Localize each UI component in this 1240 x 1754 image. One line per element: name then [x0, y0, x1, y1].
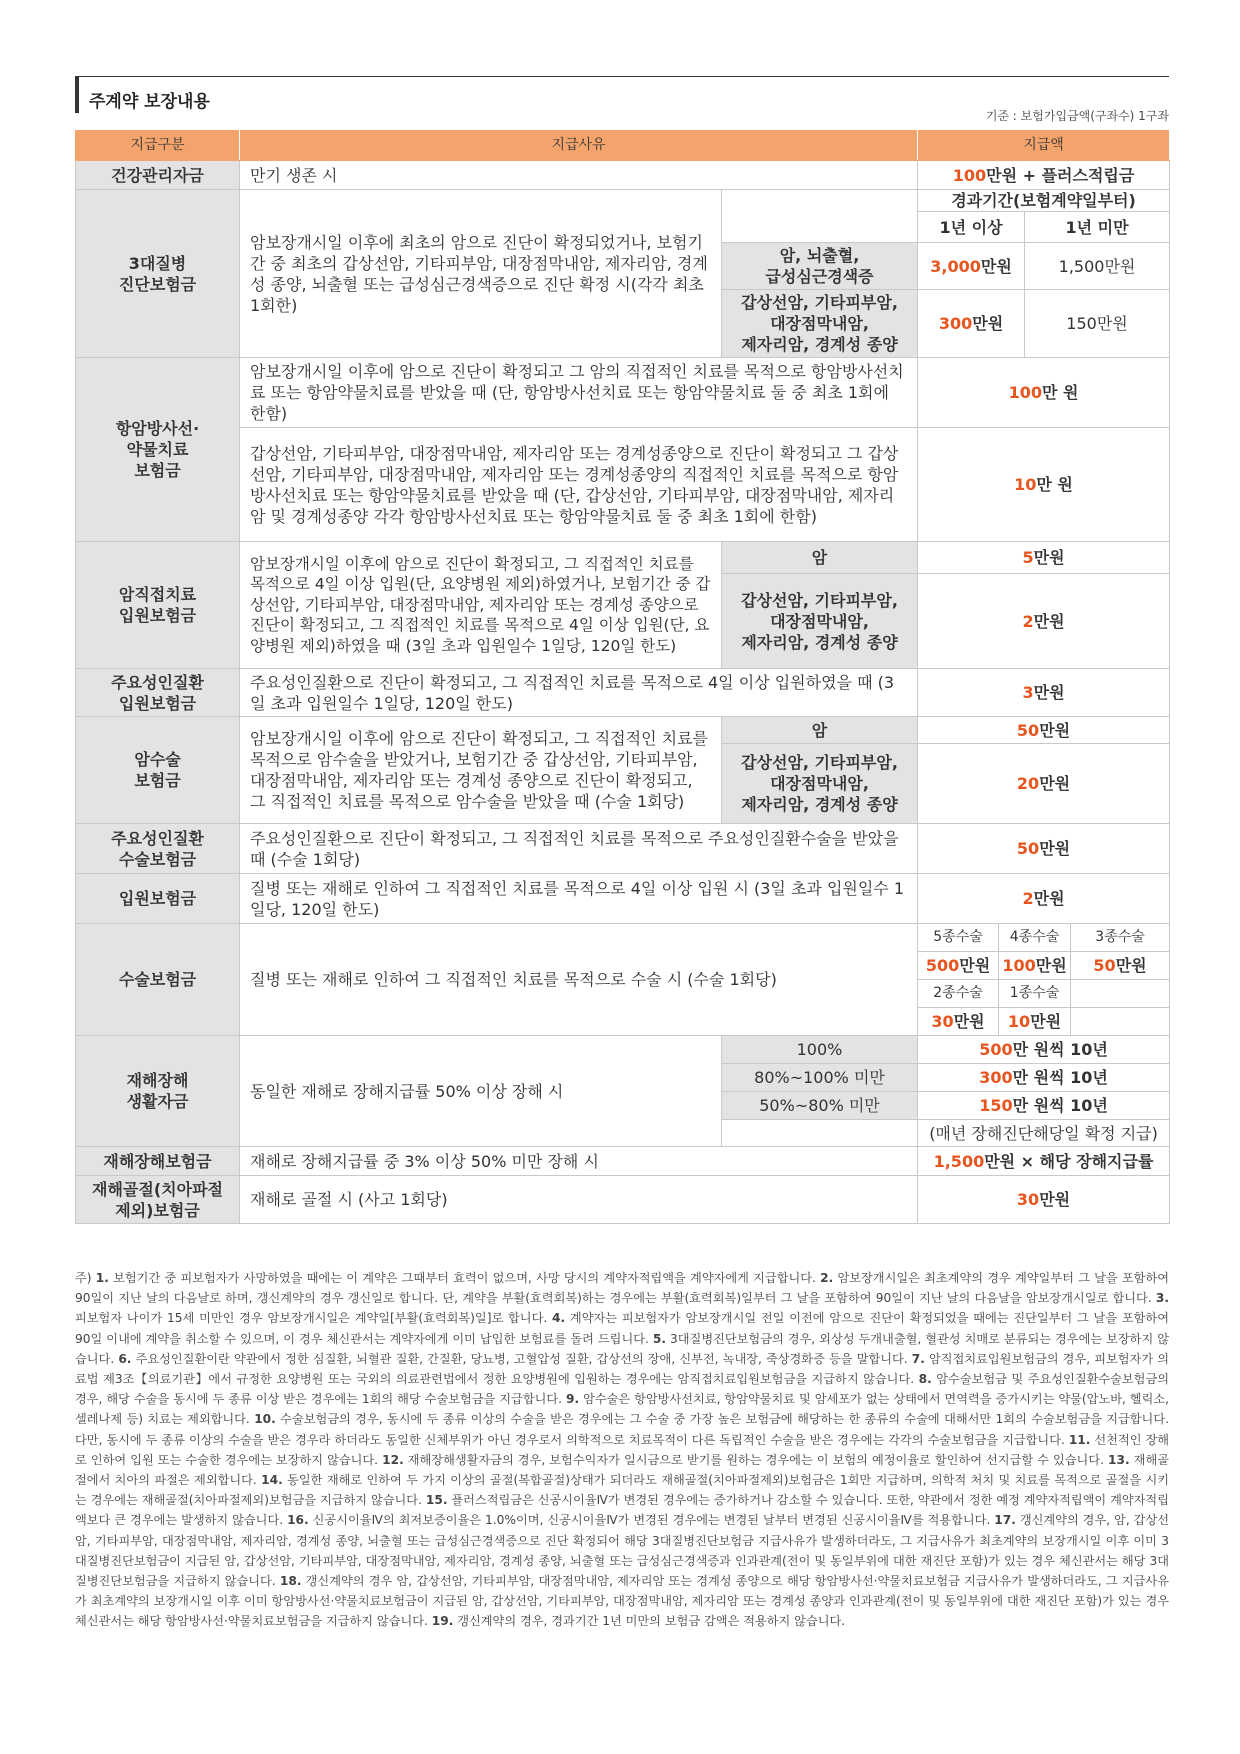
category-cell: 주요성인질환 수술보험금 — [76, 824, 240, 874]
amount-cell — [918, 358, 1170, 428]
amount-cell — [918, 952, 999, 980]
footnote-number: 12. — [382, 1452, 404, 1467]
footnote-text: 갱신계약의 경우, 경과기간 1년 미만의 보험금 감액은 적용하지 않습니다. — [453, 1614, 846, 1629]
amount-number: 30 — [1016, 1190, 1040, 1209]
footnote-number: 16. — [287, 1513, 309, 1528]
reason-cell: 재해로 장해지급률 중 3% 이상 50% 미만 장해 시 — [240, 1147, 918, 1176]
title-accent-bar — [75, 77, 79, 113]
table-row — [76, 717, 1170, 744]
footnote-number: 10. — [254, 1412, 276, 1427]
reason-cell: 암보장개시일 이후에 최초의 암으로 진단이 확정되었거나, 보험기간 중 최초의 갑상선암, 기타피부암, 대장점막내암, 제자리암, 경계성 종양, 뇌출혈 또는 급성심근경색증으로 진단 확정 시(각각 최초 1회한) — [240, 190, 722, 358]
footnote-number: 15. — [425, 1493, 448, 1508]
amount-unit: 만원 — [1039, 839, 1071, 858]
amount-cell — [918, 874, 1170, 924]
footnote-text: 신공시이율Ⅳ의 최저보증이율은 1.0%이며, 신공시이율Ⅳ가 변경된 경우에는 변경된 날부터 변경된 신공시이율Ⅳ를 적용합니다. — [308, 1513, 995, 1528]
amount-number: 5 — [1022, 548, 1034, 567]
amount-unit: 만원 — [1033, 889, 1065, 908]
header-category: 지급구분 — [76, 131, 240, 161]
sub-category-cell: 갑상선암, 기타피부암, 대장점막내암, 제자리암, 경계성 종양 — [722, 290, 918, 358]
blank-cell — [722, 1120, 918, 1147]
category-cell: 3대질병 진단보험금 — [76, 190, 240, 358]
footnote-text: 보험기간 중 피보험자가 사망하였을 때에는 이 계약은 그때부터 효력이 없으며, 사망 당시의 계약자적립액을 계약자에게 지급합니다. — [108, 1271, 821, 1285]
table-row — [76, 358, 1170, 428]
amount-number: 50 — [1016, 839, 1040, 858]
surgery-type-5: 5종수술 — [918, 924, 999, 952]
reason-cell: 질병 또는 재해로 인하여 그 직접적인 치료를 목적으로 4일 이상 입원 시 (3일 초과 입원일수 1일당, 120일 한도) — [240, 874, 918, 924]
amount-unit: 만원 — [1039, 1190, 1071, 1209]
amount-cell — [918, 290, 1025, 358]
amount-cell: 150만원 — [1025, 290, 1170, 358]
reason-cell: 주요성인질환으로 진단이 확정되고, 그 직접적인 치료를 목적으로 4일 이상 입원하였을 때 (3일 초과 입원일수 1일당, 120일 한도) — [240, 669, 918, 717]
surgery-type-4: 4종수술 — [999, 924, 1071, 952]
footnotes — [75, 1268, 1169, 1632]
surgery-type-2: 2종수술 — [918, 980, 999, 1008]
table-row — [76, 542, 1170, 574]
basis-note: 기준 : 보험가입금액(구좌수) 1구좌 — [985, 109, 1169, 123]
footnote-text: 재해골절에서 치아의 파절은 제외합니다. — [75, 1452, 1169, 1488]
footnote-text: 갱신계약의 경우, 암, 갑상선암, 기타피부암, 대장점막내암, 제자리암, 경계성 종양, 뇌출혈 또는 급성심근경색증으로 진단 확정되어 해당 3대질병진단보험금 지급사유가 발생하더라도, 그 지급사유가 최초계약의 보장개시일 이후 이미 3대질병진단보험금이 지급된 암, 갑상선암, 기타피부암, 대장점막내암, 제자리암, 경계성 종양, 뇌출혈 또는 급성심근경색증과 인과관계(전이 및 동일부위에 대한 재진단 포함)가 있는 경우 체신관서는 해당 3대질병진단보험금을 지급하지 않습니다. — [75, 1513, 1169, 1589]
coverage-table — [75, 130, 1170, 1224]
amount-cell — [918, 574, 1170, 669]
footnote-number: 8. — [918, 1372, 932, 1387]
table-row — [76, 824, 1170, 874]
category-cell: 재해장해보험금 — [76, 1147, 240, 1176]
reason-cell: 동일한 재해로 장해지급률 50% 이상 장해 시 — [240, 1036, 722, 1147]
footnote-text: 암수술은 항암방사선치료, 항암약물치료 및 암세포가 없는 상태에서 면역력을 증가시키는 약물(압노바, 헬릭소, 셀레나제 등) 치료는 제외합니다. — [75, 1392, 1170, 1427]
footnote-text: 재해장해생활자금의 경우, 보험수익자가 일시금으로 받기를 원하는 경우에는 이 보험의 예정이율로 할인하여 선지급할 수 있습니다. — [403, 1452, 1109, 1467]
table-row — [76, 1147, 1170, 1176]
amount-number: 300 — [979, 1068, 1013, 1087]
amount-number: 2 — [1022, 889, 1034, 908]
reason-cell: 주요성인질환으로 진단이 확정되고, 그 직접적인 치료를 목적으로 주요성인질환수술을 받았을 때 (수술 1회당) — [240, 824, 918, 874]
category-cell: 암직접치료 입원보험금 — [76, 542, 240, 669]
reason-cell: 암보장개시일 이후에 암으로 진단이 확정되고 그 암의 직접적인 치료를 목적으로 항암방사선치료 또는 항암약물치료를 받았을 때 (단, 항암방사선치료 또는 항암약물치료 둘 중 최초 1회에 한함) — [240, 358, 918, 428]
sub-category-cell: 갑상선암, 기타피부암, 대장점막내암, 제자리암, 경계성 종양 — [722, 574, 918, 669]
amount-number: 30 — [931, 1012, 954, 1031]
header-reason: 지급사유 — [240, 131, 918, 161]
amount-cell — [918, 1008, 999, 1036]
amount-unit: 만원 — [972, 314, 1004, 333]
amount-number: 100 — [952, 165, 987, 185]
amount-unit: 만 원씩 10년 — [1012, 1096, 1108, 1115]
blank-cell — [722, 190, 918, 243]
amount-cell — [999, 952, 1071, 980]
footnote-number: 6. — [118, 1351, 132, 1366]
footnote-text: 3대질병진단보험금의 경우, 외상성 두개내출혈, 혈관성 치매로 분류되는 경우에는 보장하지 않습니다. — [75, 1331, 1169, 1366]
amount-unit: 만원 — [1033, 611, 1065, 631]
category-cell: 입원보험금 — [76, 874, 240, 924]
footnote-text: 주요성인질환이란 약관에서 정한 심질환, 뇌혈관 질환, 간질환, 당뇨병, 고혈압성 질환, 갑상선의 장애, 신부전, 녹내장, 죽상경화증 등을 말합니다. — [131, 1351, 912, 1366]
footnote-number: 18. — [279, 1574, 302, 1589]
footnote-number: 5. — [652, 1331, 667, 1346]
amount-number: 10 — [1014, 475, 1037, 494]
table-row — [76, 1176, 1170, 1224]
section-title: 주계약 보장내용 — [89, 92, 210, 112]
amount-number: 150 — [979, 1096, 1013, 1115]
reason-cell: 암보장개시일 이후에 암으로 진단이 확정되고, 그 직접적인 치료를 목적으로 암수술을 받았거나, 보험기간 중 갑상선암, 기타피부암, 대장점막내암, 제자리암 또는 경계성 종양으로 진단이 확정되고, 그 직접적인 치료를 목적으로 암수술을 받았을 때 (수술 1회당) — [240, 717, 722, 824]
amount-number: 3,000 — [930, 256, 981, 276]
amount-number: 20 — [1016, 774, 1040, 793]
amount-number: 500 — [925, 956, 960, 975]
reason-cell: 만기 생존 시 — [240, 161, 918, 190]
footnote-text: 플러스적립금은 신공시이율Ⅳ가 변경된 경우에는 증가하거나 감소할 수 있습니다. 또한, 약관에서 정한 예정 계약자적립액이 계약자적립액보다 큰 경우에는 발생하지 않습니다. — [75, 1493, 1169, 1528]
amount-unit: 만 원씩 10년 — [1012, 1068, 1108, 1087]
amount-cell: 1,500만원 — [1025, 243, 1170, 290]
blank-cell — [1071, 980, 1170, 1008]
amount-cell — [1071, 952, 1170, 980]
reason-cell: 재해로 골절 시 (사고 1회당) — [240, 1176, 918, 1224]
amount-cell — [918, 1147, 1170, 1176]
footnote-number: 2. — [820, 1271, 834, 1285]
amount-cell — [918, 744, 1170, 824]
table-row — [76, 1036, 1170, 1064]
sub-category-cell: 암 — [722, 542, 918, 574]
amount-cell — [918, 824, 1170, 874]
amount-number: 50 — [1016, 720, 1040, 740]
amount-number: 10 — [1007, 1012, 1031, 1031]
reason-cell: 질병 또는 재해로 인하여 그 직접적인 치료를 목적으로 수술 시 (수술 1회당) — [240, 924, 918, 1036]
amount-cell — [918, 1176, 1170, 1224]
table-row — [76, 190, 1170, 212]
footnote-number: 17. — [994, 1513, 1016, 1528]
category-cell: 건강관리자금 — [76, 161, 240, 190]
amount-unit: 만원 — [1033, 683, 1065, 702]
amount-number: 300 — [938, 314, 973, 333]
amount-cell — [999, 1008, 1071, 1036]
amount-unit: 만원 — [959, 956, 991, 975]
amount-unit: 만원 — [1030, 1012, 1062, 1031]
table-row — [76, 874, 1170, 924]
amount-unit: 만원 — [1039, 720, 1071, 740]
amount-cell — [918, 161, 1170, 190]
footnote-number: 4. — [552, 1311, 566, 1326]
amount-number: 50 — [1093, 956, 1116, 975]
blank-cell — [1071, 1008, 1170, 1036]
amount-cell — [918, 428, 1170, 542]
surgery-type-1: 1종수술 — [999, 980, 1071, 1008]
table-row — [76, 669, 1170, 717]
amount-unit: 만원 — [953, 1012, 985, 1031]
amount-unit: 만 원씩 10년 — [1012, 1040, 1108, 1059]
amount-cell — [918, 669, 1170, 717]
footnote-number: 7. — [911, 1351, 925, 1366]
amount-unit: 만원 — [1033, 548, 1065, 567]
amount-number: 100 — [1008, 383, 1042, 402]
amount-number: 100 — [1002, 956, 1036, 975]
table-row — [76, 428, 1170, 542]
header-amount: 지급액 — [918, 131, 1170, 161]
sub-category-cell: 암 — [722, 717, 918, 744]
amount-number: 1,500 — [933, 1151, 985, 1171]
footnote-number: 13. — [1108, 1452, 1130, 1467]
footnote-text: 계약자는 피보험자가 암보장개시일 전일 이전에 암으로 진단이 확정되었을 때에는 진단일부터 그 날을 포함하여 90일 이내에 계약을 취소할 수 있으며, 이 경우 체신관서는 계약자에게 이미 납입한 보험료를 돌려 드립니다. — [75, 1311, 1169, 1346]
rate-cell: 50%~80% 미만 — [722, 1092, 918, 1120]
category-cell: 재해장해 생활자금 — [76, 1036, 240, 1147]
category-cell: 암수술 보험금 — [76, 717, 240, 824]
footnote-text: 선천적인 장해로 인하여 입원 또는 수술한 경우에는 보장하지 않습니다. — [75, 1432, 1170, 1467]
footnote-number: 1. — [95, 1271, 109, 1285]
footnote-text: 피보험자 나이가 15세 미만인 경우 암보장개시일은 계약일[부활(효력회복)일]로 합니다. — [75, 1311, 553, 1326]
elapsed-label: 경과기간(보험계약일부터) — [918, 190, 1170, 212]
footnote-number: 9. — [566, 1392, 580, 1407]
amount-cell — [918, 542, 1170, 574]
rate-cell: 100% — [722, 1036, 918, 1064]
footnote-number: 19. — [431, 1614, 454, 1629]
footnote-text: 암직접치료입원보험금의 경우, 피보험자가 의료법 제3조【의료기관】에서 규정한 요양병원 또는 국외의 의료관련법에서 정한 요양병원에 입원하는 경우에는 암직접치료입원보험금을 지급하지 않습니다. — [75, 1351, 1169, 1387]
footnote-text: 암수술보험금 및 주요성인질환수술보험금의 경우, 해당 수술을 동시에 두 종류 이상 받은 경우에는 1회의 해당 수술보험금을 지급합니다. — [75, 1372, 1170, 1407]
surgery-type-3: 3종수술 — [1071, 924, 1170, 952]
table-row — [76, 924, 1170, 952]
amount-unit: 만원 — [1115, 956, 1147, 975]
reason-cell: 암보장개시일 이후에 암으로 진단이 확정되고, 그 직접적인 치료를 목적으로 4일 이상 입원(단, 요양병원 제외)하였거나, 보험기간 중 갑상선암, 기타피부암, 대장점막내암, 제자리암 또는 경계성 종양으로 진단이 확정되고, 그 직접적인 치료를 목적으로 4일 이상 입원(단, 요양병원 제외)하였을 때 (3일 초과 입원일수 1일당, 120일 한도) — [240, 542, 722, 669]
amount-unit: 만원 — [1035, 956, 1067, 975]
sub-category-cell: 갑상선암, 기타피부암, 대장점막내암, 제자리암, 경계성 종양 — [722, 744, 918, 824]
amount-unit: 만원 — [1039, 774, 1071, 793]
category-cell: 수술보험금 — [76, 924, 240, 1036]
amount-unit: 만원 — [980, 256, 1012, 276]
rate-cell: 80%~100% 미만 — [722, 1064, 918, 1092]
amount-unit: 만원 × 해당 장해지급률 — [984, 1151, 1154, 1171]
amount-number: 3 — [1022, 683, 1034, 702]
amount-unit: 만 원 — [1036, 475, 1073, 494]
col-over-1y: 1년 이상 — [918, 212, 1025, 243]
amount-cell — [918, 717, 1170, 744]
footnote-number: 14. — [261, 1473, 283, 1488]
footnote-text: 수술보험금의 경우, 동시에 두 종류 이상의 수술을 받은 경우에는 그 수술 중 가장 높은 보험금에 해당하는 한 종류의 수술에 대해서만 1회의 수술보험금을 지급합니다. 다만, 동시에 두 종류 이상의 수술을 받은 경우라 하더라도 동일한 신체부위가 아닌 경우로서 의학적으로 치료목적이 다른 독립적인 수술을 받은 경우에는 각각의 수술보험금을 지급합니다. — [75, 1412, 1169, 1447]
category-cell: 주요성인질환 입원보험금 — [76, 669, 240, 717]
category-cell: 재해골절(치아파절 제외)보험금 — [76, 1176, 240, 1224]
footnote-text: 암보장개시일은 최초계약의 경우 계약일부터 그 날을 포함하여 90일이 지난 날의 다음날로 하며, 갱신계약의 경우 갱신일로 합니다. 단, 계약을 부활(효력회복)하는 경우에는 부활(효력회복)일부터 그 날을 포함하여 90일이 지난 날의 다음날을 암보장개시일로 합니다. — [75, 1271, 1169, 1306]
amount-note: (매년 장해진단해당일 확정 지급) — [918, 1120, 1170, 1147]
col-under-1y: 1년 미만 — [1025, 212, 1170, 243]
footnote-text: 갱신계약의 경우 암, 갑상선암, 기타피부암, 대장점막내암, 제자리암 또는 경계성 종양으로 해당 항암방사선·약물치료보험금 지급사유가 발생하더라도, 그 지급사유가 최초계약의 보장개시일 이후 이미 항암방사선·약물치료보험금이 지급된 암, 갑상선암, 기타피부암, 대장점막내암, 제자리암 또는 경계성 종양과 인과관계(전이 및 동일부위에 대한 재진단 포함)가 있는 경우 체신관서는 해당 항암방사선·약물치료보험금을 지급하지 않습니다. — [75, 1574, 1169, 1629]
footnote-text: 주) — [75, 1271, 96, 1285]
reason-cell: 갑상선암, 기타피부암, 대장점막내암, 제자리암 또는 경계성종양으로 진단이 확정되고 그 갑상선암, 기타피부암, 대장점막내암, 제자리암 또는 경계성종양의 직접적인 치료를 목적으로 항암방사선치료 또는 항암약물치료를 받았을 때 (단, 갑상선암, 기타피부암, 대장점막내암, 제자리암 및 경계성종양 각각 항암방사선치료 또는 항암약물치료 둘 중 최초 1회에 한함) — [240, 428, 918, 542]
table-row — [76, 161, 1170, 190]
amount-cell — [918, 243, 1025, 290]
category-cell: 항암방사선· 약물치료 보험금 — [76, 358, 240, 542]
sub-category-cell: 암, 뇌출혈, 급성심근경색증 — [722, 243, 918, 290]
amount-number: 2 — [1022, 611, 1034, 631]
table-header-row — [76, 131, 1170, 161]
footnote-text: 동일한 재해로 인하여 두 가지 이상의 골절(복합골절)상태가 되더라도 재해골절(치아파절제외)보험금은 1회만 지급하며, 의학적 처치 및 치료를 목적으로 골절을 시키는 경우에는 재해골절(치아파절제외)보험금을 지급하지 않습니다. — [75, 1473, 1170, 1508]
amount-cell — [918, 1036, 1170, 1064]
amount-cell — [918, 1064, 1170, 1092]
amount-unit: 만원 + 플러스적립금 — [986, 165, 1135, 185]
footnote-number: 3. — [1155, 1291, 1169, 1306]
amount-cell — [918, 1092, 1170, 1120]
amount-unit: 만 원 — [1041, 383, 1079, 402]
footnote-number: 11. — [1068, 1432, 1091, 1447]
amount-number: 500 — [979, 1040, 1013, 1059]
